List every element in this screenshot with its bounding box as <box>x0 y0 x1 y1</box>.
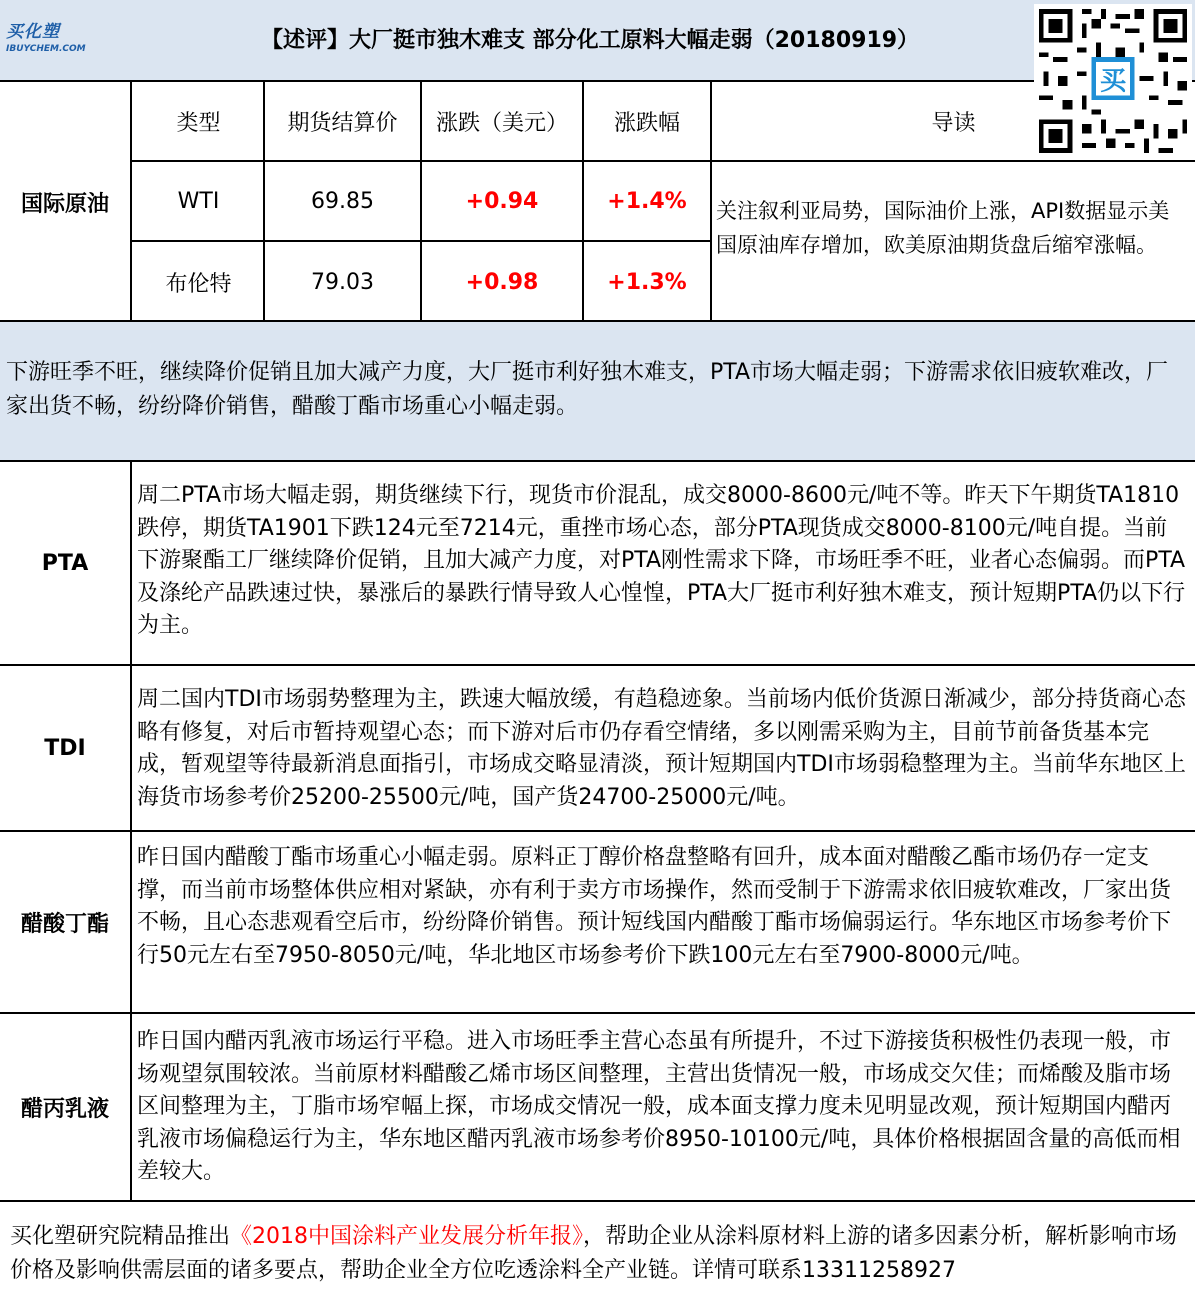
product-name: 醋酸丁酯 <box>0 832 132 1012</box>
product-commentary: 周二PTA市场大幅走弱，期货继续下行，现货市价混乱，成交8000-8600元/吨不等。昨天下午期货TA1810跌停，期货TA1901下跌124元至7214元，重挫市场心态，部分PTA现货成交8000-8100元/吨自提。当前下游聚酯工厂继续降价促销，且加大减产力度，对PTA刚性需求下降，市场旺季不旺，业者心态偏弱。而PTA及涤纶产品跌速过快，暴涨后的暴跌行情导致人心惶惶，PTA大厂挺市利好独木难支，预计短期PTA仍以下行为主。 <box>137 483 1186 638</box>
wti-price: 69.85 <box>311 188 374 214</box>
crude-oil-section <box>0 82 1195 322</box>
product-row-pta <box>0 462 1195 666</box>
brent-change: +0.98 <box>465 269 539 295</box>
brent-pct: +1.3% <box>607 269 687 295</box>
guide-text: 关注叙利亚局势，国际油价上涨，API数据显示美国原油库存增加，欧美原油期货盘后缩窄涨幅。 <box>716 199 1170 257</box>
svg-text:买: 买 <box>1099 66 1127 97</box>
product-row-butyl-acetate <box>0 832 1195 1014</box>
col-header-change: 涨跌（美元） <box>435 110 568 136</box>
market-summary: 下游旺季不旺，继续降价促销且加大减产力度，大厂挺市利好独木难支，PTA市场大幅走弱；下游需求依旧疲软难改，厂家出货不畅，纷纷降价销售，醋酸丁酯市场重心小幅走弱。 <box>0 322 1195 462</box>
footer-promo <box>0 1204 1195 1304</box>
col-header-type: 类型 <box>176 110 221 136</box>
brand-logo[interactable] <box>6 22 106 62</box>
footer-pre: 买化塑研究院精品推出 <box>10 1224 231 1249</box>
col-header-pct: 涨跌幅 <box>613 110 680 136</box>
brent-price: 79.03 <box>311 269 374 295</box>
product-name: PTA <box>0 462 132 664</box>
header-banner <box>0 0 1195 82</box>
product-name: 醋丙乳液 <box>0 1014 132 1200</box>
crude-label: 国际原油 <box>0 82 132 322</box>
wti-pct: +1.4% <box>607 188 687 214</box>
col-header-price: 期货结算价 <box>287 110 398 136</box>
wti-change: +0.94 <box>465 188 539 214</box>
report-link[interactable]: 《2018中国涂料产业发展分析年报》 <box>230 1224 584 1249</box>
logo-cn-text: 买化塑 <box>6 22 60 42</box>
product-commentary: 周二国内TDI市场弱势整理为主，跌速大幅放缓，有趋稳迹象。当前场内低价货源日渐减少，部分持货商心态略有修复，对后市暂持观望心态；而下游对后市仍存看空情绪，多以刚需采购为主，目前节前备货基本完成，暂观望等待最新消息面指引，市场成交略显清淡，预计短期国内TDI市场弱稳整理为主。当前华东地区上海货市场参考价25200-25500元/吨，国产货24700-25000元/吨。 <box>137 687 1186 810</box>
product-name: TDI <box>0 666 132 830</box>
wti-type: WTI <box>177 188 220 214</box>
product-row-tdi <box>0 666 1195 832</box>
brent-type: 布伦特 <box>165 271 232 297</box>
product-commentary: 昨日国内醋丙乳液市场运行平稳。进入市场旺季主营心态虽有所提升，不过下游接货积极性仍表现一般，市场观望氛围较浓。当前原材料醋酸乙烯市场区间整理，主营出货情况一般，市场成交欠佳；而烯酸及脂市场区间整理为主，丁脂市场窄幅上探，市场成交情况一般，成本面支撑力度未见明显改观，预计短期国内醋丙乳液市场偏稳运行为主，华东地区醋丙乳液市场参考价8950-10100元/吨，具体价格根据固含量的高低而相差较大。 <box>137 1029 1181 1184</box>
footer-post: ，帮助企业从涂料原材料上游的诸多因素分析，解析影响市场价格及影响供需层面的诸多要点，帮助企业全方位吃透涂料全产业链。详情可联系13311258927 <box>10 1224 1178 1283</box>
guide-header-text: 导读 <box>931 110 976 136</box>
page-title: 【述评】大厂挺市独木难支 部分化工原料大幅走弱（20180919） <box>260 28 920 53</box>
product-row-vae-acrylic <box>0 1014 1195 1202</box>
qr-code-icon <box>1034 4 1192 158</box>
logo-en-text: IBUYCHEM.COM <box>6 44 86 54</box>
product-commentary: 昨日国内醋酸丁酯市场重心小幅走弱。原料正丁醇价格盘整略有回升，成本面对醋酸乙酯市场仍存一定支撑，而当前市场整体供应相对紧缺，亦有利于卖方市场操作，然而受制于下游需求依旧疲软难改，厂家出货不畅，且心态悲观看空后市，纷纷降价销售。预计短线国内醋酸丁酯市场偏弱运行。华东地区市场参考价下行50元左右至7950-8050元/吨，华北地区市场参考价下跌100元左右至7900-8000元/吨。 <box>137 845 1172 968</box>
